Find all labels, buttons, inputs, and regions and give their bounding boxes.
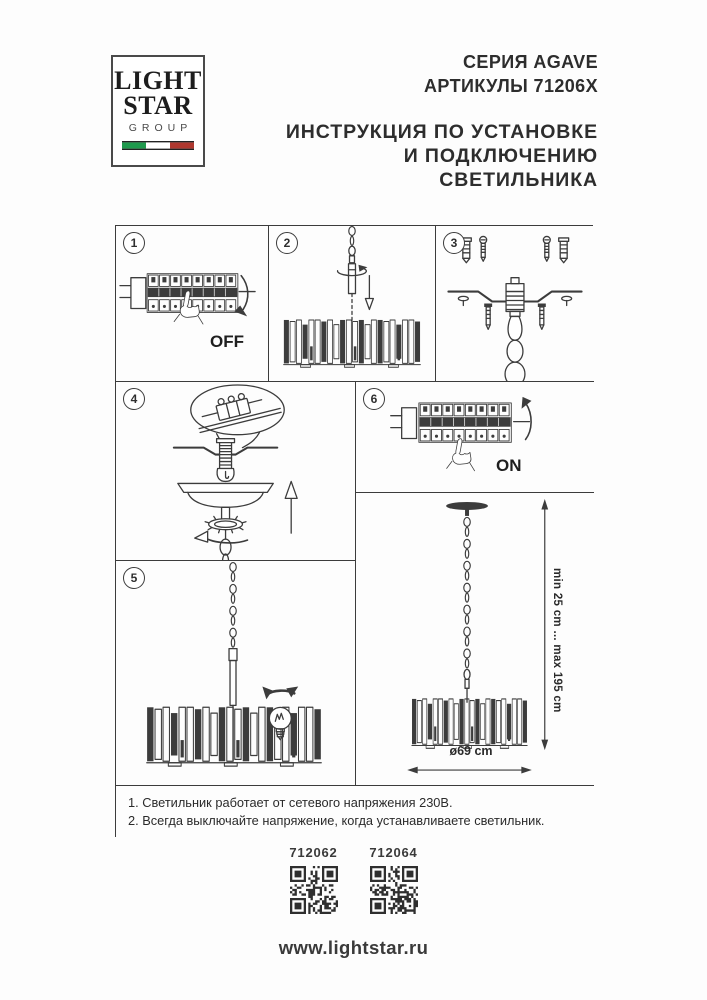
document-header: [250, 51, 598, 192]
dimensions-panel: [356, 493, 594, 786]
step-panel-1: [116, 226, 269, 382]
height-range-label: min 25 cm ... max 195 cm: [551, 567, 563, 713]
step-number-badge: 6: [363, 388, 385, 410]
step-number-badge: 1: [123, 232, 145, 254]
website-url: www.lightstar.ru: [278, 937, 429, 958]
qr-item: [285, 845, 343, 914]
logo-word-light: LIGHT: [114, 66, 202, 95]
step-panel-3: [436, 226, 594, 382]
step-number-badge: 5: [123, 567, 145, 589]
wiring-and-canopy-diagram: [116, 382, 355, 560]
italian-flag-stripe: [122, 141, 194, 150]
notes-panel: [116, 786, 594, 838]
step-panel-2: [269, 226, 436, 382]
note-line-1: 1. Светильник работает от сетевого напряжения 230В.: [128, 795, 453, 810]
step-panel-5: [116, 561, 356, 786]
articles-title: АРТИКУЛЫ 71206X: [424, 75, 598, 96]
logo-word-group: GROUP: [128, 122, 193, 134]
instruction-title-line2: И ПОДКЛЮЧЕНИЮ СВЕТИЛЬНИКА: [403, 145, 598, 191]
note-line-2: 2. Всегда выключайте напряжение, когда устанавливаете светильник.: [128, 812, 545, 828]
diameter-label: ø69 cm: [449, 744, 493, 758]
off-label: OFF: [210, 332, 244, 351]
step-number-badge: 4: [123, 388, 145, 410]
qr-code: [290, 866, 338, 914]
article-qr-section: [0, 845, 707, 914]
instruction-title-line1: ИНСТРУКЦИЯ ПО УСТАНОВКЕ: [285, 121, 598, 143]
series-title: СЕРИЯ AGAVE: [463, 52, 598, 72]
step-panel-4: [116, 382, 356, 561]
install-bulb-diagram: [116, 561, 355, 785]
article-number: 712064: [369, 845, 418, 860]
step-number-badge: 3: [443, 232, 465, 254]
on-label: ON: [496, 456, 522, 475]
qr-code: [370, 866, 418, 914]
breaker-on-diagram: [356, 382, 594, 492]
lightstar-logo: [111, 55, 205, 167]
article-number: 712062: [289, 845, 338, 860]
qr-item: [365, 845, 423, 914]
instruction-steps-grid: [115, 225, 593, 837]
step-panel-6: [356, 382, 594, 493]
logo-word-star: STAR: [123, 91, 193, 120]
step-number-badge: 2: [276, 232, 298, 254]
